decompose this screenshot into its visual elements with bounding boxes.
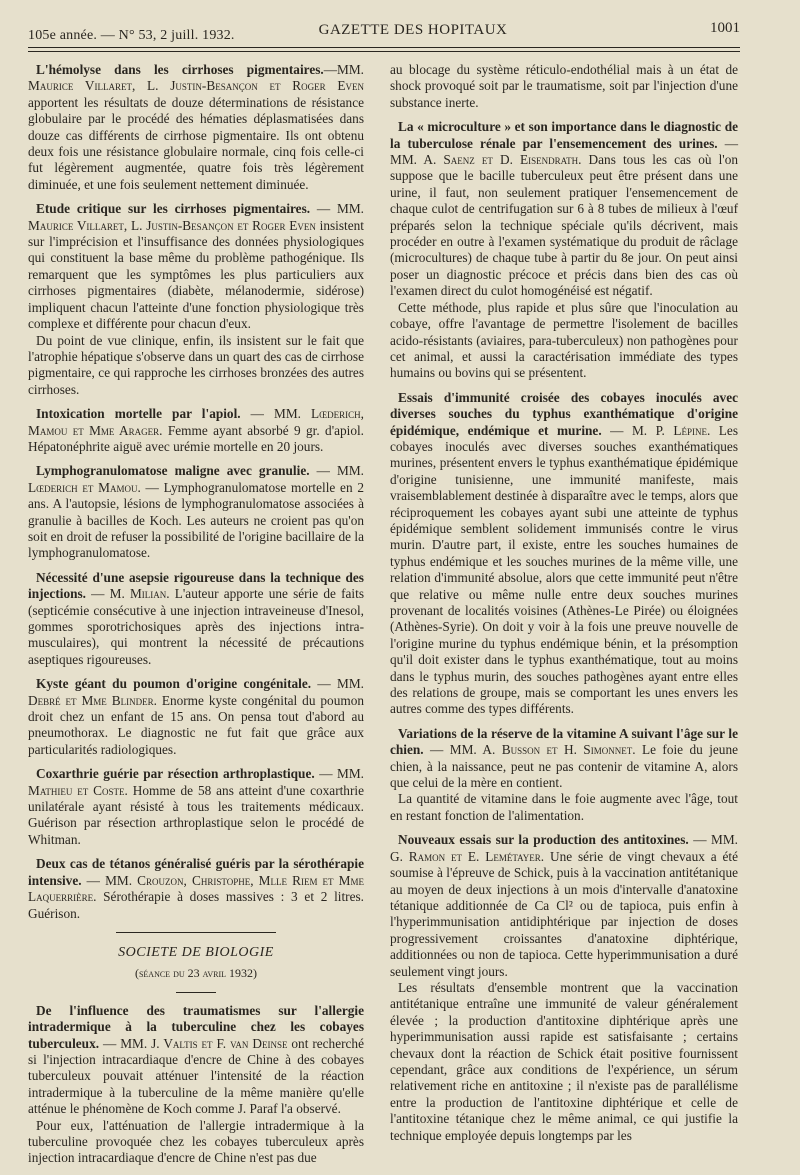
society-heading: SOCIETE DE BIOLOGIE	[118, 944, 274, 960]
article	[28, 406, 364, 455]
page-number: 1001	[710, 20, 740, 36]
header-rule	[28, 47, 740, 48]
article	[28, 676, 364, 758]
article-authors: —MM. Maurice Villaret, L. Justin-Besançon et Roger Even	[28, 62, 364, 94]
section-divider-short	[176, 992, 216, 993]
article-paragraph: Les résultats d'ensemble montrent que la vaccination antitétanique entraîne une immunité de valeur généralement élevée ; la production d'antitoxine diphtérique après une hyperimmunisation aussi rapide est satisfaisante ; certains chevaux dont la réaction de Schick était positive fournissent cependant, grâce aux conditions de l'expérience, un sérum relativement riche en antitoxine ; il n'existe pas de parallélisme entre la production de l'antitoxine diphtérique et celle de l'antitoxine tétanique chez le même animal, ce qui justifie la technique employée depuis longtemps par les	[390, 979, 738, 1143]
article-title: L'hémolyse dans les cirrhoses pigmentaires.	[36, 62, 324, 77]
article-title: Etude critique sur les cirrhoses pigmentaires.	[36, 201, 311, 217]
article-authors: — MM. Maurice Villaret, L. Justin-Besançon et Roger Even	[28, 201, 364, 233]
article	[390, 119, 738, 382]
article-body: Les cobayes inoculés avec diverses souches exanthématiques murines, présentent envers le typhus exanthématique épidémique d'origine tunisienne, une immunité manifeste, mais vraisemblablement destinée à disparaître avec le temps, alors que réciproquement les cobayes ayant subi une atteinte de typhus épidémique semblent solidement immunisés contre le virus murin. D'autre part, il existe, entre les souches humaines de typhus endémique et les souches murines de la même ville, une relation d'immunité absolue, alors que cette immunité peut n'être que relative ou même nulle entre deux souches murines provenant de localités voisines (Athènes-Le Pirée) ou éloignées (Athènes-Syrie). On doit y voir à la fois une preuve nouvelle de l'origine murine du typhus endémique bénin, et la présomption qu'il doit exister dans le typhus exanthématique, tout au moins dans le typhus murin, des souches pathogènes ayant entre elles des relations de groupe, mais se comportant les unes envers les autres comme des types différents.	[390, 422, 738, 717]
issue-info: 105e année. — N° 53, 2 juill. 1932.	[28, 28, 235, 43]
article-paragraph: Pour eux, l'atténuation de l'allergie intradermique à la tuberculine provoquée chez les cobayes tuberculeux après injection intracardiaque d'encre de Chine n'est pas due	[28, 1117, 364, 1166]
journal-title: GAZETTE DES HOPITAUX	[318, 22, 508, 38]
article-body: Sérothérapie à doses massives : 3 et 2 litres. Guérison.	[28, 889, 364, 921]
article-authors: — MM. Debré et Mme Blinder.	[28, 676, 365, 708]
article-paragraph: Cette méthode, plus rapide et plus sûre que l'inoculation au cobaye, offre l'avantage de permettre l'isolement de bacilles acido-résistants (aviaires, para-tuberculeux) non pathogènes pour cet animal, et aussi la caractérisation immédiate des types humains ou bovins qui se présentent.	[390, 299, 738, 381]
article-continuation	[390, 62, 738, 111]
article-body: Le foie du jeune chien, à la naissance, peut ne pas contenir de vitamine A, alors que celui de la mère en contient.	[390, 742, 738, 791]
article-body: Femme ayant absorbé 9 gr. d'apiol. Hépatonéphrite aiguë avec urémie mortelle en 20 jours.	[28, 422, 365, 454]
article-body: au blocage du système réticulo-endothélial mais à un état de shock provoqué soit par le traumatisme, soit par l'injection d'une substance inerte.	[390, 62, 738, 110]
article-authors: — MM. Mathieu et Coste.	[28, 766, 364, 798]
article-authors: — MM. G. Ramon et E. Lemétayer.	[390, 832, 739, 864]
article-title: Nouveaux essais sur la production des antitoxines.	[398, 832, 689, 848]
article	[28, 201, 364, 398]
article-body: Enorme kyste congénital du poumon droit chez un enfant de 15 ans. On pensa tout d'abord au pneumothorax. Le diagnostic ne fut fait que grâce aux particularités radiologiques.	[28, 692, 364, 757]
article-title: Nécessité d'une asepsie rigoureuse dans la technique des injections.	[28, 569, 364, 602]
article-body: Une série de vingt chevaux a été soumise à l'épreuve de Schick, puis à la vaccination antitétanique au moyen de deux injections à un mois d'intervalle d'anatoxine tétanique additionnée de Ca Cl² ou de tapioca, puis enfin à l'hyperimmunisation antidiphtérique par injection de doses progressivement croissantes d'anatoxine diphtérique, additionnées ou non de tapioca. Cette hyperimmunisation a duré seulement vingt jours.	[390, 848, 739, 979]
article-body: L'auteur apporte une série de faits (septicémie consécutive à une injection intraveineuse d'Inesol, gommes sporotrichosiques après des injections intra-musculaires), qui montrent la nécessité de précautions aseptiques rigoureuses.	[28, 586, 364, 667]
article-title: Variations de la réserve de la vitamine A suivant l'âge sur le chien.	[390, 725, 738, 758]
article-title: De l'influence des traumatismes sur l'allergie intradermique à la tuberculine chez les cobayes tuberculeux.	[28, 1002, 364, 1051]
article	[390, 832, 738, 1144]
article-paragraph: La quantité de vitamine dans le foie augmente avec l'âge, tout en restant fonction de l'alimentation.	[390, 791, 738, 823]
article	[28, 62, 364, 193]
article-authors: — M. Milian.	[86, 586, 170, 602]
right-column	[390, 62, 738, 1152]
article-body: — Lymphogranulomatose mortelle en 2 ans. A l'autopsie, lésions de lymphogranulomatose associées à granulie à bacilles de Koch. Les auteurs ne croient pas qu'on soit en droit de refuser la possibilité de l'origine bacillaire de la lymphogranulomatose.	[28, 479, 365, 561]
article-authors: — MM. A. Busson et H. Simonnet.	[423, 742, 636, 758]
session-date: (séance du 23 avril 1932)	[134, 966, 258, 981]
article-body: insistent sur l'imprécision et l'insuffisance des données physiologiques qui constituent la base même du problème pathogénique. Ils remarquent que les symptômes les plus particuliers aux cirrhoses pigmentaires (diabète, mélanodermie, sidérose) impliquent chacun l'atteinte d'une fonction physiologique très complexe et différente pour chacun d'eux.	[28, 217, 364, 332]
article	[390, 390, 738, 718]
header-rule-thin	[28, 51, 740, 52]
article-body: Homme de 58 ans atteint d'une coxarthrie unilatérale ayant résisté à tous les traitements médicaux. Guérison par résection arthroplastique selon le procédé de Whitman.	[28, 782, 364, 847]
article-title: La « microculture » et son importance dans le diagnostic de la tuberculose rénale par l'ensemencement des urines.	[390, 119, 738, 151]
article-title: Deux cas de tétanos généralisé guéris par la sérothérapie intensive.	[28, 856, 364, 888]
article-authors: — MM. Lœderich et Mamou.	[28, 463, 364, 495]
article-authors: — MM. J. Valtis et F. van Deinse	[99, 1035, 288, 1051]
article-authors: — M. P. Lépine.	[601, 422, 711, 438]
article-authors: — MM. Crouzon, Christophe, Mlle Riem et Mme Laquerrière.	[28, 872, 364, 905]
article	[28, 570, 364, 668]
article-title: Intoxication mortelle par l'apiol.	[36, 406, 241, 422]
left-column	[28, 62, 364, 1175]
article-paragraph: Du point de vue clinique, enfin, ils insistent sur le fait que l'atrophie hépatique s'observe dans un quart des cas de cirrhose pigmentaire, ce qui rapproche les cirrhoses bronzées des autres cirrhoses.	[28, 332, 364, 397]
article-title: Coxarthrie guérie par résection arthroplastique.	[36, 766, 315, 782]
article	[28, 463, 364, 561]
article-title: Kyste géant du poumon d'origine congénitale.	[36, 676, 312, 692]
article	[28, 766, 364, 848]
article	[390, 726, 738, 824]
article	[28, 856, 364, 922]
article-body: apportent les résultats de douze déterminations de résistance globulaire par le procédé des hématies déplasmatisées dans douze cas différents de cirrhose pigmentaire. Ils ont obtenu deux fois une résistance globulaire normale, cinq fois celle-ci fut légèrement augmentée, quatre fois très légèrement diminuée, et une fois seulement nettement diminuée.	[28, 94, 364, 192]
page-header	[28, 22, 740, 44]
article-title: Essais d'immunité croisée des cobayes inoculés avec diverses souches du typhus exanthématique d'origine épidémique, endémique et murine.	[390, 389, 738, 438]
article-authors: — MM. Lœderich, Mamou et Mme Arager.	[28, 406, 364, 438]
article-authors: — MM. A. Saenz et D. Eisendrath.	[390, 135, 738, 168]
article-body: ont recherché si l'injection intracardiaque d'encre de Chine à des cobayes tuberculeux pouvait atténuer l'intensité de la réaction intradermique à la tuberculine de la même manière qu'elle atténue le phénomène de Koch comme J. Paraf l'a observé.	[28, 1035, 364, 1117]
article-title: Lymphogranulomatose maligne avec granulie.	[36, 463, 310, 479]
article	[28, 1003, 364, 1167]
article-body: Dans tous les cas où l'on suppose que le bacille tuberculeux peut être présent dans une urine, il faut, non seulement pratiquer l'ensemencement de chaque culot de centrifugation sur 6 à 8 tubes de milieux à l'œuf préparés selon la technique spéciale qu'ils décrivent, mais procéder en outre à l'examen systématique du produit de râclage (microcultures) de chaque tube à partir du 8e jour. On peut ainsi poser un diagnostic précoce et précis dans bien des cas où l'examen direct du culot homogénéisé est négatif.	[390, 152, 739, 299]
section-divider	[116, 932, 276, 933]
